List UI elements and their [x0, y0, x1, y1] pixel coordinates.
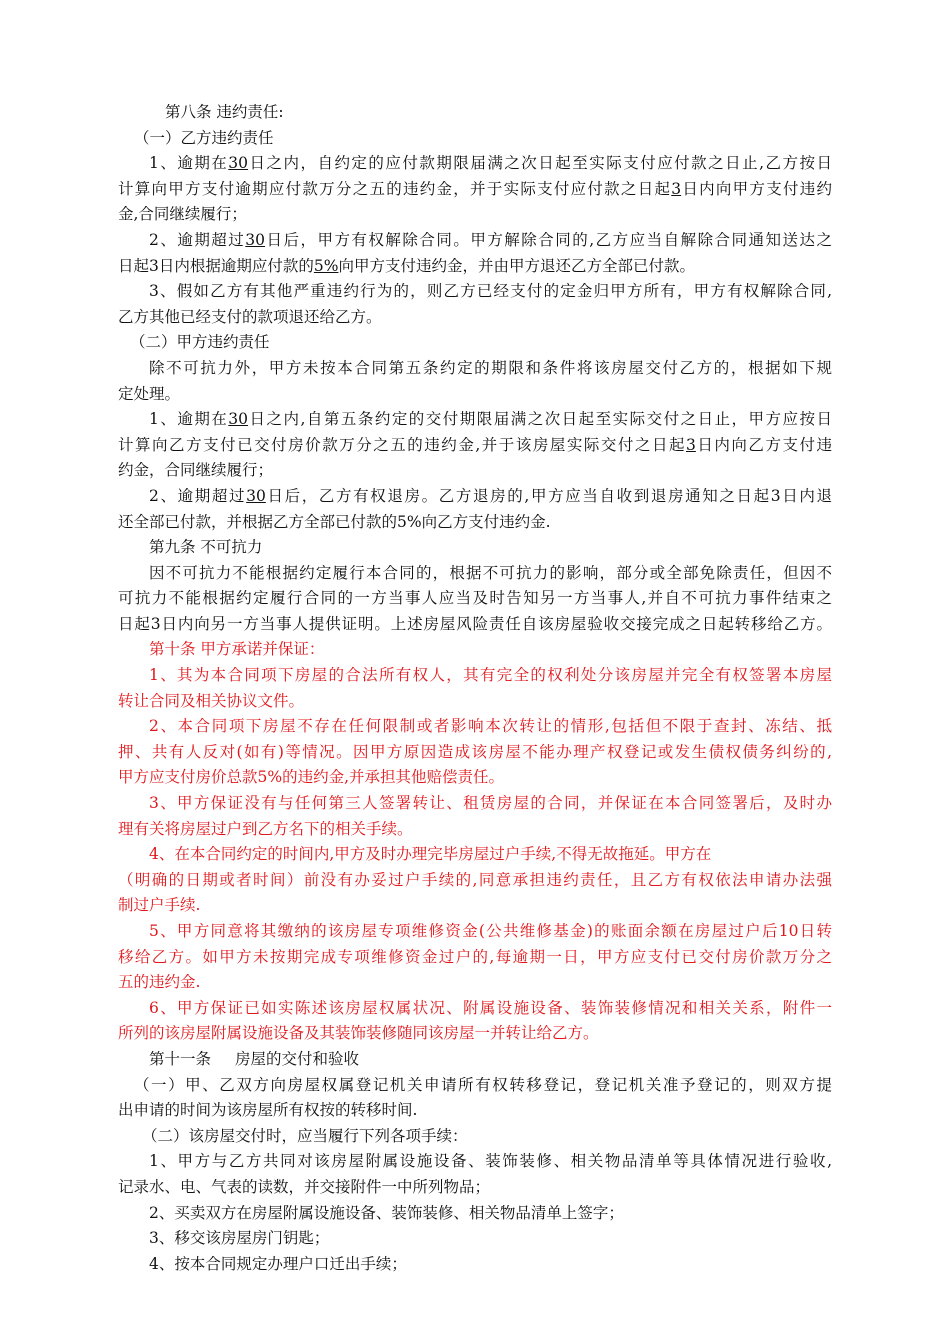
article-10-clause-3-line-2: 理有关将房屋过户到乙方名下的相关手续。	[118, 819, 413, 838]
article-8-clause-5-line-2: 计算向乙方支付已交付房价款万分之五的违约金,并于该房屋实际交付之日起3日内向乙方支付违	[118, 435, 832, 454]
article-11-item-1-line-2: 记录水、电、气表的读数，并交接附件一中所列物品；	[118, 1177, 491, 1196]
article-10-clause-3-line-1: 3、甲方保证没有与任何第三人签署转让、租赁房屋的合同，并保证在本合同签署后，及时办	[149, 794, 832, 813]
article-8-clause-2-line-2: 日起3日内根据逾期应付款的5%向甲方支付违约金，并由甲方退还乙方全部已付款。	[118, 256, 695, 275]
article-11-item-2: 2、买卖双方在房屋附属设施设备、装饰装修、相关物品清单上签字；	[149, 1203, 624, 1222]
article-10-clause-2-line-3: 甲方应支付房价总款5%的违约金,并承担其他赔偿责任。	[118, 768, 505, 787]
article-8-clause-5-line-1: 1、逾期在30日之内,自第五条约定的交付期限届满之次日起至实际交付之日止，甲方应按日	[149, 410, 832, 429]
article-9-line-3: 日起3日内向另一方当事人提供证明。上述房屋风险责任自该房屋验收交接完成之日起转移给乙方。	[118, 614, 832, 633]
article-10-clause-4-line-3: 制过户手续.	[118, 896, 201, 915]
article-11-title: 第十一条 房屋的交付和验收	[149, 1049, 360, 1068]
days-value: 30	[246, 486, 266, 505]
article-10-clause-2-line-2: 押、共有人反对(如有)等情况。因甲方原因造成该房屋不能办理产权登记或发生债权债务纠纷的,	[118, 742, 832, 761]
days-value: 3	[671, 179, 682, 198]
article-8-section-1-title: （一）乙方违约责任	[134, 128, 274, 147]
article-8-clause-6-line-1: 2、逾期超过30日后，乙方有权退房。乙方退房的,甲方应当自收到退房通知之日起3日内退	[149, 486, 832, 505]
article-9-line-2: 可抗力不能根据约定履行合同的一方当事人应当及时告知另一方当事人,并自不可抗力事件结束之	[118, 589, 832, 608]
article-10-clause-4-line-1: 4、在本合同约定的时间内,甲方及时办理完毕房屋过户手续,不得无故拖延。甲方在	[149, 845, 712, 864]
article-10-clause-2-line-1: 2、本合同项下房屋不存在任何限制或者影响本次转让的情形,包括但不限于查封、冻结、抵	[149, 717, 832, 736]
article-8-clause-1-line-1: 1、逾期在30日之内，自约定的应付款期限届满之次日起至实际支付应付款之日止,乙方按日	[149, 154, 832, 173]
article-11-item-3: 3、移交该房屋房门钥匙；	[149, 1229, 330, 1248]
article-11-section-2-title: （二）该房屋交付时，应当履行下列各项手续：	[142, 1126, 468, 1145]
article-11-item-4: 4、按本合同规定办理户口迁出手续；	[149, 1254, 407, 1273]
days-value: 30	[228, 154, 249, 173]
article-10-clause-6-line-1: 6、甲方保证已如实陈述该房屋权属状况、附属设施设备、装饰装修情况和相关关系，附件一	[149, 998, 832, 1017]
article-8-clause-2-line-1: 2、逾期超过30日后，甲方有权解除合同。甲方解除合同的,乙方应当自解除合同通知送达之	[149, 230, 832, 249]
article-11-section-1-line-1: （一）甲、乙双方向房屋权属登记机关申请所有权转移登记，登记机关准予登记的，则双方提	[134, 1075, 832, 1094]
article-9-line-1: 因不可抗力不能根据约定履行本合同的，根据不可抗力的影响，部分或全部免除责任，但因不	[149, 563, 832, 582]
percent-value: 5%	[313, 256, 339, 275]
article-8-clause-3-line-2: 乙方其他已经支付的款项退还给乙方。	[118, 307, 382, 326]
article-10-clause-5-line-1: 5、甲方同意将其缴纳的该房屋专项维修资金(公共维修基金)的账面余额在房屋过户后10日转	[149, 922, 832, 940]
article-8-section-2-title: （二）甲方违约责任	[130, 333, 270, 352]
article-8-clause-1-line-3: 金,合同继续履行；	[118, 205, 247, 224]
article-8-clause-4-line-1: 除不可抗力外，甲方未按本合同第五条约定的期限和条件将该房屋交付乙方的，根据如下规	[149, 358, 832, 377]
article-8-title: 第八条 违约责任:	[165, 103, 284, 121]
article-11-section-1-line-2: 出申请的时间为该房屋所有权按的转移时间.	[118, 1101, 418, 1120]
article-10-clause-6-line-2: 所列的该房屋附属设施设备及其装饰装修随同该房屋一并转让给乙方。	[118, 1024, 599, 1043]
article-8-clause-1-line-2: 计算向甲方支付逾期应付款万分之五的违约金，并于实际支付应付款之日起3日内向甲方支付违约	[118, 179, 832, 198]
article-8-clause-6-line-2: 还全部已付款，并根据乙方全部已付款的5%向乙方支付违约金.	[118, 512, 551, 531]
days-value: 30	[245, 230, 266, 249]
contract-page	[118, 100, 832, 1277]
article-10-clause-4-line-2: （明确的日期或者时间）前没有办妥过户手续的,同意承担违约责任，且乙方有权依法申请办法强	[118, 870, 832, 889]
article-8-clause-5-line-3: 约金，合同继续履行；	[118, 461, 274, 480]
article-8-clause-3-line-1: 3、假如乙方有其他严重违约行为的，则乙方已经支付的定金归甲方所有，甲方有权解除合同,	[149, 282, 832, 301]
article-10-clause-5-line-3: 五的违约金.	[118, 973, 201, 992]
article-11-item-1-line-1: 1、甲方与乙方共同对该房屋附属设施设备、装饰装修、相关物品清单等具体情况进行验收,	[149, 1152, 832, 1171]
article-10-clause-1-line-1: 1、其为本合同项下房屋的合法所有权人，其有完全的权利处分该房屋并完全有权签署本房屋	[149, 666, 832, 685]
article-10-clause-5-line-2: 移给乙方。如甲方未按期完成专项维修资金过户的,每逾期一日，甲方应支付已交付房价款万分之	[118, 947, 832, 966]
article-8-clause-4-line-2: 定处理。	[118, 384, 181, 403]
article-10-clause-1-line-2: 转让合同及相关协议文件。	[118, 691, 305, 710]
article-10-title: 第十条 甲方承诺并保证：	[149, 640, 325, 659]
days-value: 3	[685, 435, 696, 454]
days-value: 30	[228, 410, 249, 429]
article-9-title: 第九条 不可抗力	[149, 538, 263, 557]
